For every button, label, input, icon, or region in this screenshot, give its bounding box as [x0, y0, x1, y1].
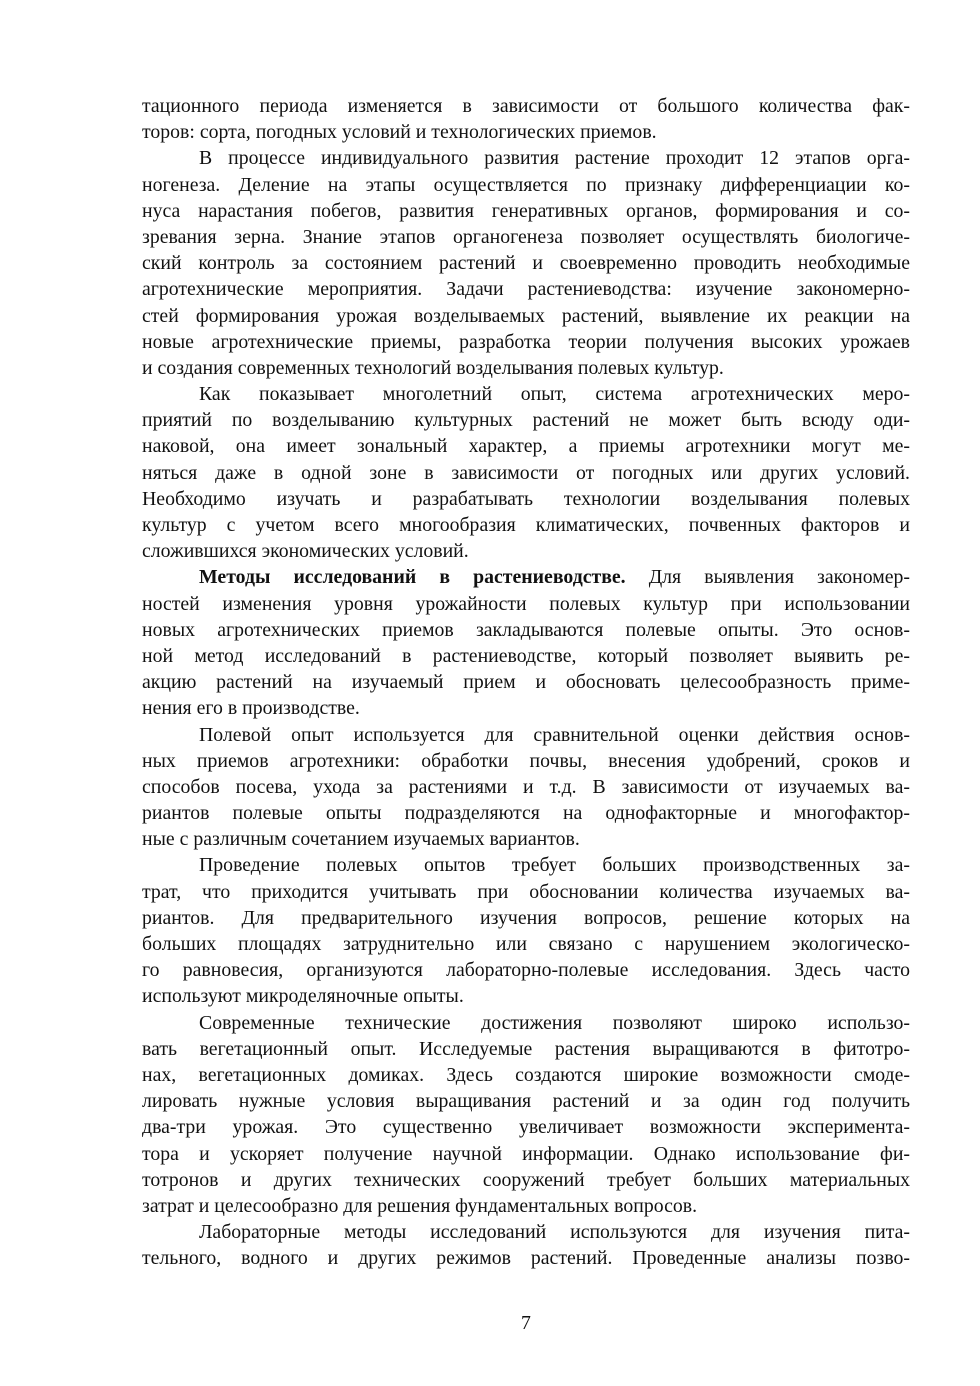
- page-number: 7: [521, 1312, 531, 1334]
- text-line: способов посева, ухода за растениями и т.д. В зависимости от изучаемых ва-: [142, 775, 910, 798]
- text-line: Современные технические достижения позволяют широко использо-: [199, 1011, 910, 1034]
- text-line: больших площадях затруднительно или связано с нарушением экологическо-: [142, 933, 910, 955]
- paragraph: [142, 852, 910, 1009]
- text-line: новые агротехнические приемы, разработка теории получения высоких урожаев: [142, 330, 910, 353]
- text-line: тора и ускоряет получение научной информации. Однако использование фи-: [142, 1142, 910, 1165]
- text-line: акцию растений на изучаемый прием и обосновать целесообразность приме-: [142, 671, 910, 694]
- text-line: ногенеза. Деление на этапы осуществляется по признаку дифференциации ко-: [142, 173, 910, 196]
- text-line: Необходимо изучать и разрабатывать технологии возделывания полевых: [142, 487, 910, 510]
- text-line: стей формирования урожая возделываемых растений, выявление их реакции на: [142, 304, 910, 327]
- text-line: ностей изменения уровня урожайности полевых культур при использовании: [142, 592, 910, 615]
- text-line: трат, что приходится учитывать при обосновании количества изучаемых ва-: [142, 880, 910, 903]
- text-line: риантов. Для предварительного изучения вопросов, решение которых на: [142, 906, 910, 929]
- text-line: агротехнические мероприятия. Задачи растениеводства: изучение закономерно-: [142, 278, 910, 301]
- text-line: тотронов и других технических сооружений требует больших материальных: [142, 1168, 910, 1191]
- paragraph: [142, 93, 910, 145]
- text-line: ные с различным сочетанием изучаемых вариантов.: [142, 828, 580, 851]
- text-line: тельного, водного и других режимов растений. Проведенные анализы позво-: [142, 1247, 910, 1270]
- paragraph: [142, 145, 910, 381]
- text-line: приятий по возделыванию культурных растений не может быть всюду оди-: [142, 409, 910, 432]
- text-line: няться даже в одной зоне в зависимости от погодных или других условий.: [142, 461, 910, 484]
- text-line: ных приемов агротехники: обработки почвы, внесения удобрений, сроков и: [142, 749, 910, 772]
- text-line: используют микроделяночные опыты.: [142, 985, 464, 1008]
- text-line: ной метод исследований в растениеводстве, который позволяет выявить ре-: [142, 644, 910, 667]
- text-line: лировать нужные условия выращивания растений и за один год получить: [142, 1090, 910, 1113]
- text-line: ский контроль за состоянием растений и своевременно проводить необходимые: [142, 252, 910, 275]
- text-line: нах, вегетационных домиках. Здесь создаются широкие возможности смоде-: [142, 1063, 910, 1086]
- text-line: торов: сорта, погодных условий и технологических приемов.: [142, 121, 657, 144]
- text-line: сложившихся экономических условий.: [142, 540, 469, 563]
- text-line: два-три урожая. Это существенно увеличивает возможности эксперимента-: [142, 1116, 910, 1139]
- text-line: Как показывает многолетний опыт, система агротехнических меро-: [199, 383, 910, 406]
- paragraph-methods: [142, 564, 910, 721]
- paragraph: [142, 1010, 910, 1220]
- text-line: го равновесия, организуются лабораторно-полевые исследования. Здесь часто: [142, 959, 910, 982]
- paragraph: [142, 1219, 910, 1271]
- text-line: риантов полевые опыты подразделяются на однофакторные и многофактор-: [142, 802, 910, 825]
- text-line: нуса нарастания побегов, развития генеративных органов, формирования и со-: [142, 199, 910, 222]
- text-line: нения его в производстве.: [142, 697, 360, 720]
- text-line: новых агротехнических приемов закладываются полевые опыты. Это основ-: [142, 618, 910, 641]
- text-line: Проведение полевых опытов требует больших производственных за-: [199, 854, 910, 877]
- text-line: вать вегетационный опыт. Исследуемые растения выращиваются в фитотро-: [142, 1037, 910, 1060]
- text-line: культур с учетом всего многообразия климатических, почвенных факторов и: [142, 514, 910, 536]
- text-line: и создания современных технологий возделывания полевых культур.: [142, 356, 724, 379]
- body-text: [142, 93, 910, 1271]
- text-line: тационного периода изменяется в зависимости от большого количества фак-: [142, 95, 910, 117]
- text-line: наковой, она имеет зональный характер, а приемы агротехники могут ме-: [142, 435, 910, 458]
- section-heading: Методы исследований в растениеводстве.: [199, 566, 626, 589]
- text-line: зревания зерна. Знание этапов органогенеза позволяет осуществлять биологиче-: [142, 225, 910, 248]
- heading-continuation: Для выявления закономер-: [625, 566, 910, 589]
- text-line: В процессе индивидуального развития растение проходит 12 этапов орга-: [199, 147, 910, 170]
- text-line: Лабораторные методы исследований используются для изучения пита-: [199, 1221, 910, 1244]
- text-line: [142, 564, 910, 590]
- text-line: затрат и целесообразно для решения фундаментальных вопросов.: [142, 1194, 698, 1217]
- paragraph: [142, 722, 910, 853]
- text-line: Полевой опыт используется для сравнительной оценки действия основ-: [199, 723, 910, 746]
- paragraph: [142, 381, 910, 564]
